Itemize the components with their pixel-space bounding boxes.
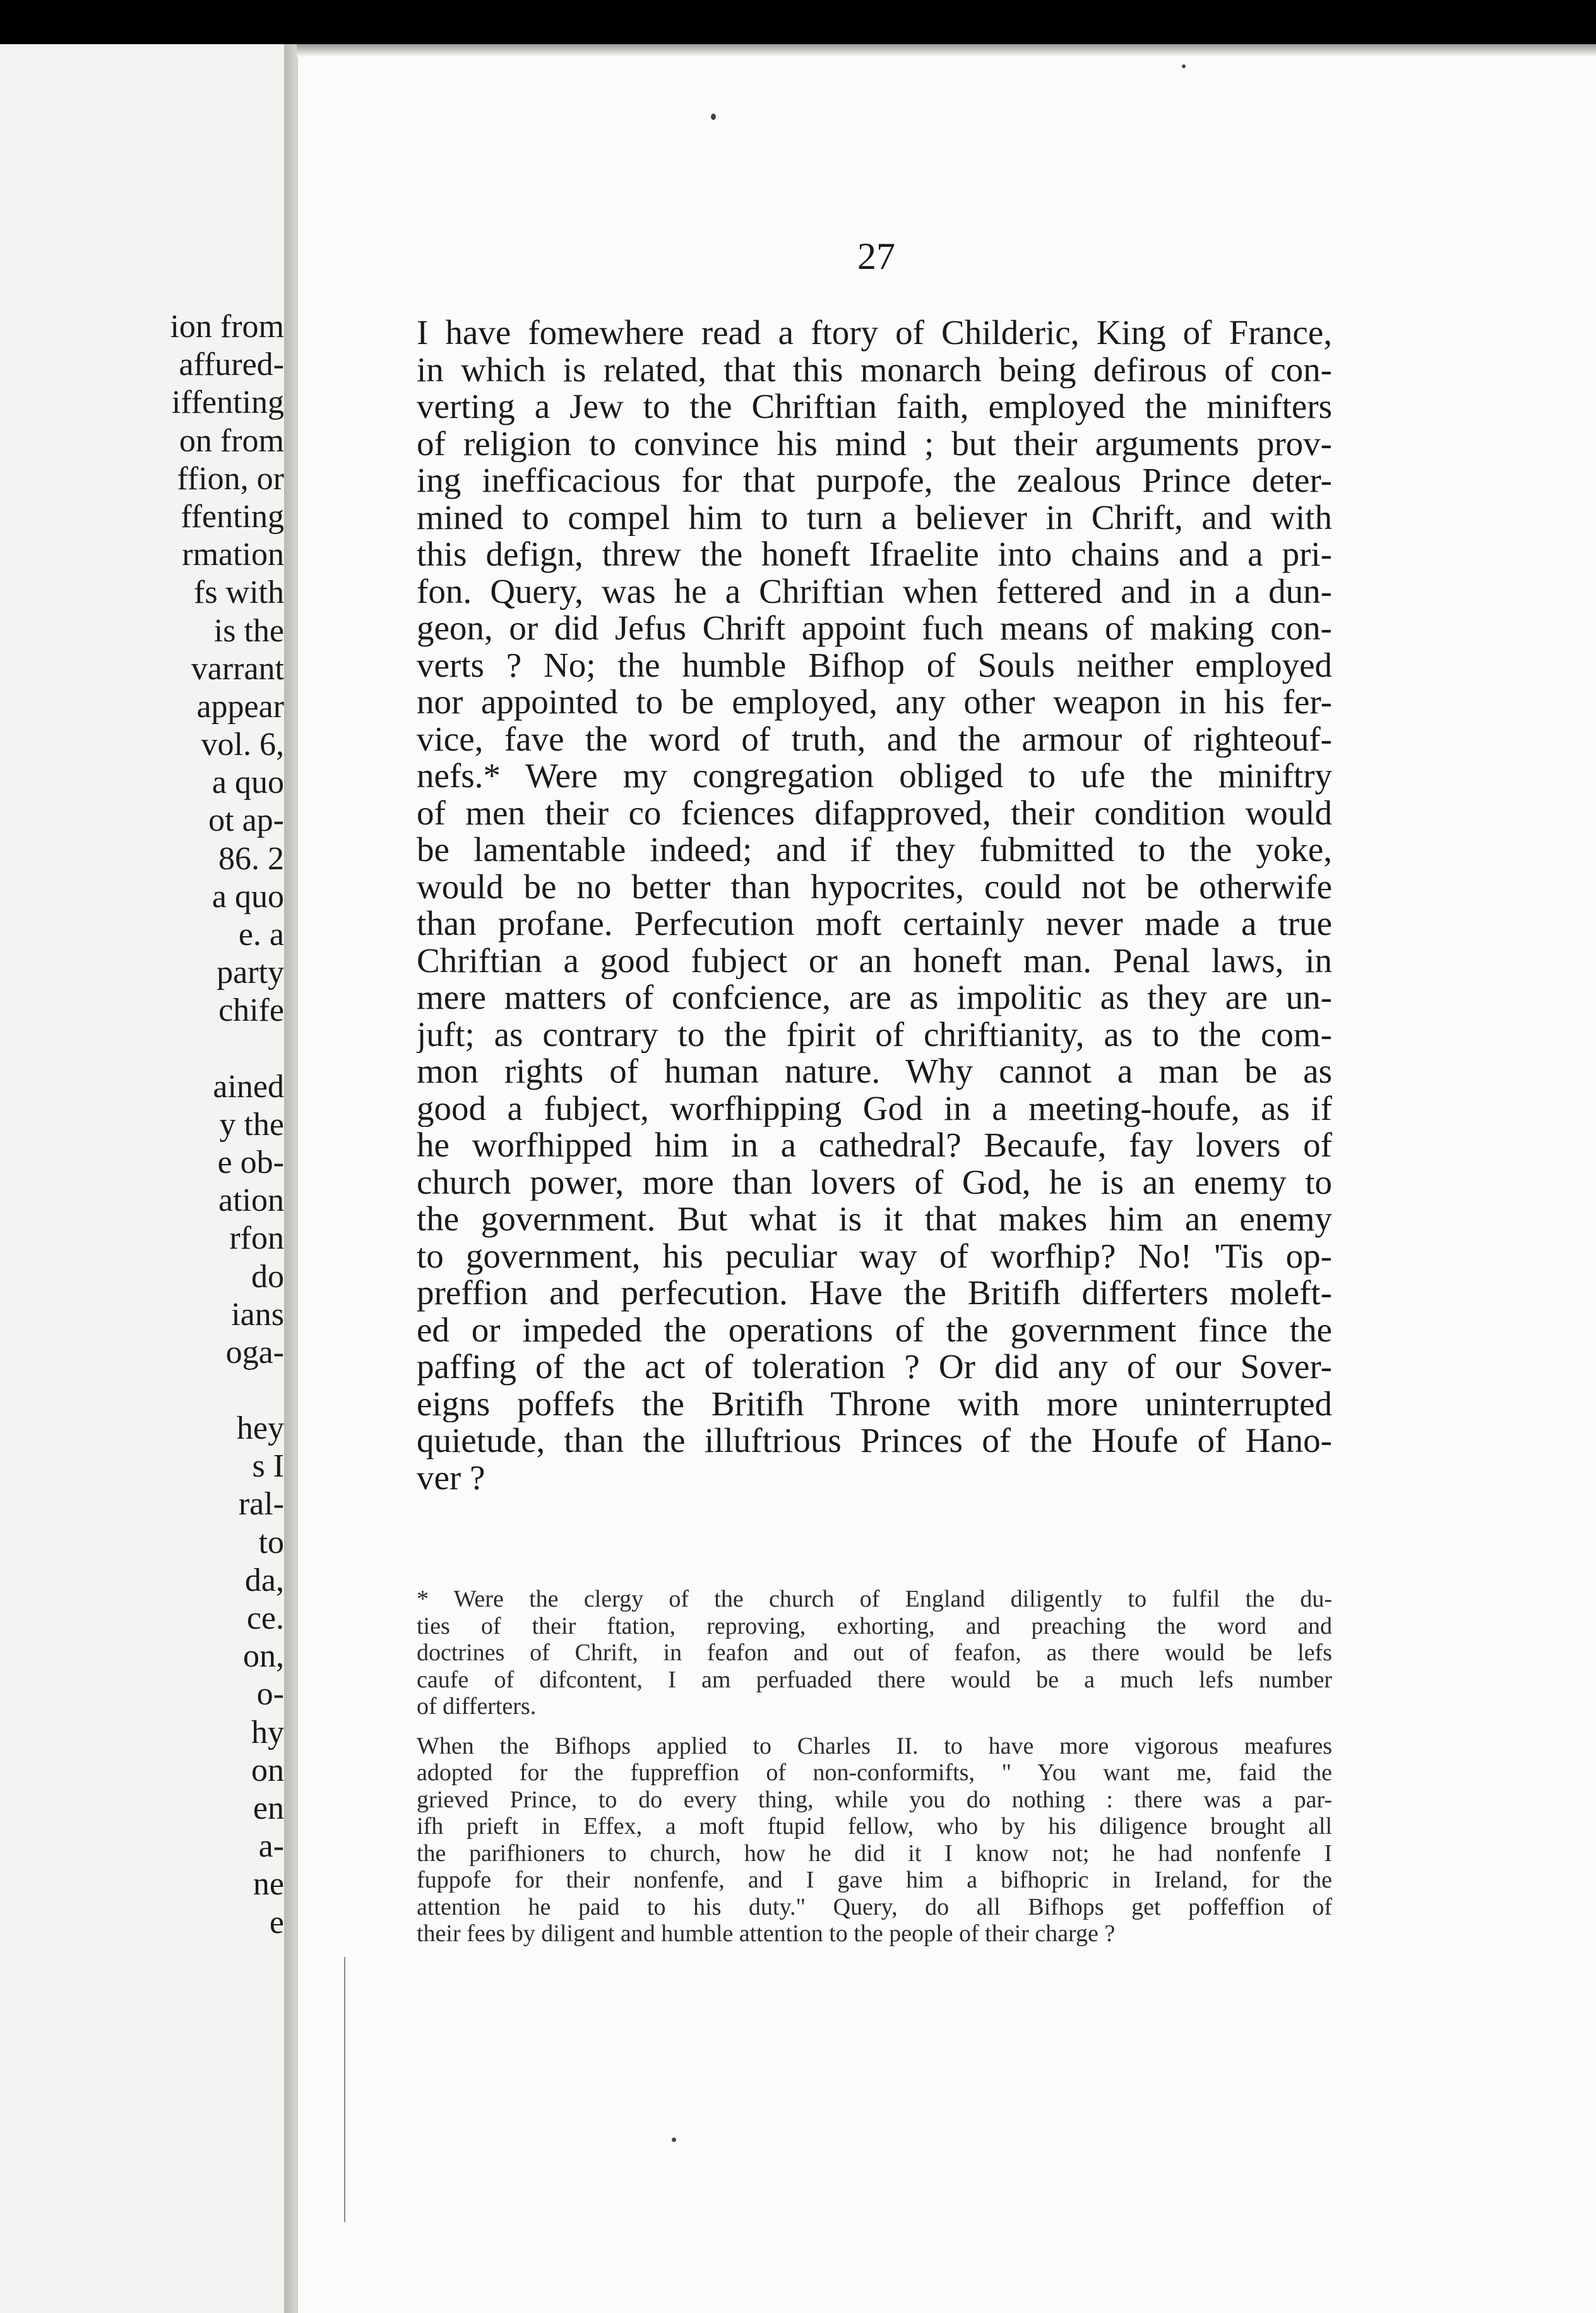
left-page-fragment: do xyxy=(251,1258,284,1295)
left-facing-page xyxy=(0,44,287,2313)
left-page-fragment: ation xyxy=(218,1182,284,1219)
left-page-fragment: party xyxy=(217,954,284,991)
left-page-fragment: rmation xyxy=(182,537,284,573)
left-page-fragment: e ob- xyxy=(217,1144,284,1180)
footnote-line: doctrines of Chrift, in feafon and out of feafon, as there would be lefs xyxy=(417,1639,1332,1666)
page-number: 27 xyxy=(857,235,895,277)
left-page-fragment: ained xyxy=(213,1068,284,1105)
left-page-fragment: on, xyxy=(243,1638,284,1675)
footnote-line: fuppofe for their nonfenfe, and I gave him a bifhopric in Ireland, for the xyxy=(417,1867,1332,1893)
left-page-fragment: e. a xyxy=(238,917,284,953)
footnote-line: grieved Prince, to do every thing, while you do nothing : there was a par- xyxy=(417,1786,1332,1813)
body-text-line: good a fubject, worfhipping God in a meeting-houfe, as if xyxy=(417,1090,1332,1127)
body-text-line: this defign, threw the honeft Ifraelite into chains and a pri- xyxy=(417,536,1332,573)
left-page-fragment: appear xyxy=(196,688,284,725)
left-page-fragment: o- xyxy=(256,1676,284,1713)
left-page-fragment: oga- xyxy=(225,1334,284,1371)
body-text-line: to government, his peculiar way of worfhip? No! 'Tis op- xyxy=(417,1237,1332,1275)
body-text-line: be lamentable indeed; and if they fubmitted to the yoke, xyxy=(417,831,1332,869)
footnotes xyxy=(417,1586,1332,1947)
left-page-fragment: ion from xyxy=(170,309,284,345)
left-page-fragment: ffenting xyxy=(181,498,284,535)
margin-mark xyxy=(344,1957,345,2222)
left-page-fragment: fs with xyxy=(194,574,284,611)
body-text-line: ver ? xyxy=(417,1459,485,1496)
body-text-line: nefs.* Were my congregation obliged to ufe the miniftry xyxy=(417,758,1332,795)
footnote-line: When the Bifhops applied to Charles II. to have more vigorous meafures xyxy=(417,1732,1332,1759)
left-page-fragment: to xyxy=(258,1524,284,1561)
footnote-line: the parifhioners to church, how he did it I know not; he had nonfenfe I xyxy=(417,1840,1332,1867)
left-page-fragment: ot ap- xyxy=(208,802,284,839)
left-page-fragment: iffenting xyxy=(171,384,284,421)
body-text-line: verting a Jew to the Chriftian faith, employed the minifters xyxy=(417,388,1332,425)
body-paragraph xyxy=(417,314,1332,1496)
left-page-fragment: hy xyxy=(251,1714,284,1751)
body-text-line: mon rights of human nature. Why cannot a man be as xyxy=(417,1053,1332,1090)
footnote-line: caufe of difcontent, I am perfuaded there would be a much lefs number xyxy=(417,1666,1332,1693)
footnote-line: their fees by diligent and humble attention to the people of their charge ? xyxy=(417,1920,1116,1947)
body-text-line: paffing of the act of toleration ? Or did any of our Sover- xyxy=(417,1348,1332,1386)
ink-speck xyxy=(672,2138,676,2142)
body-text-line: than profane. Perfecution moft certainly never made a true xyxy=(417,905,1332,942)
body-text-line: Chriftian a good fubject or an honeft man. Penal laws, in xyxy=(417,942,1332,979)
body-text-line: mined to compel him to turn a believer in Chrift, and with xyxy=(417,499,1332,536)
body-text-line: of men their co fciences difapproved, their condition would xyxy=(417,794,1332,831)
left-page-fragment: 86. 2 xyxy=(218,840,284,877)
left-page-fragment: on xyxy=(251,1752,284,1788)
footnote-line: ifh prieft in Effex, a moft ftupid fellow, who by his diligence brought all xyxy=(417,1813,1332,1840)
left-page-fragment: a- xyxy=(258,1828,284,1865)
page-top-edge xyxy=(297,44,1596,57)
body-text-line: in which is related, that this monarch being defirous of con- xyxy=(417,351,1332,388)
left-page-fragment: affured- xyxy=(179,347,284,383)
ink-speck xyxy=(711,114,716,120)
body-text-line: fon. Query, was he a Chriftian when fettered and in a dun- xyxy=(417,573,1332,610)
left-page-fragment: e xyxy=(269,1904,284,1941)
body-text-line: mere matters of confcience, are as impolitic as they are un- xyxy=(417,979,1332,1016)
left-page-fragment: ffion, or xyxy=(177,460,284,497)
left-page-fragment: da, xyxy=(244,1562,284,1598)
footnote-line: attention he paid to his duty." Query, do all Bifhops get poffeffion of xyxy=(417,1893,1332,1920)
body-text-line: quietude, than the illuftrious Princes of the Houfe of Hano- xyxy=(417,1422,1332,1460)
left-page-fragment: s I xyxy=(252,1448,284,1485)
body-text-line: ed or impeded the operations of the government fince the xyxy=(417,1311,1332,1348)
body-text-line: verts ? No; the humble Bifhop of Souls neither employed xyxy=(417,646,1332,684)
body-text-line: would be no better than hypocrites, could not be otherwife xyxy=(417,868,1332,905)
footnote-line: of differters. xyxy=(417,1693,537,1720)
left-page-fragment xyxy=(6,1372,284,1410)
footnote-1 xyxy=(417,1586,1332,1720)
left-page-fragment: vol. 6, xyxy=(201,727,284,763)
left-page-fragment: hey xyxy=(236,1410,284,1447)
left-page-fragment: a quo xyxy=(211,878,284,915)
left-page-fragment: ne xyxy=(253,1866,284,1903)
left-page-fragment: ians xyxy=(231,1296,284,1333)
body-text-line: he worfhipped him in a cathedral? Becaufe, fay lovers of xyxy=(417,1127,1332,1164)
body-text-line: juft; as contrary to the fpirit of chriftianity, as to the com- xyxy=(417,1016,1332,1053)
body-text-line: ing inefficacious for that purpofe, the zealous Prince deter- xyxy=(417,462,1332,499)
left-page-fragment: on from xyxy=(179,422,284,459)
left-page-fragment: a quo xyxy=(211,764,284,801)
body-text-line: eigns poffefs the Britifh Throne with more uninterrupted xyxy=(417,1385,1332,1422)
body-text-line: the government. But what is it that makes him an enemy xyxy=(417,1201,1332,1238)
footnote-2 xyxy=(417,1733,1332,1947)
left-page-text xyxy=(6,308,284,1942)
left-page-fragment: ce. xyxy=(246,1600,284,1636)
left-page-fragment: ral- xyxy=(238,1486,284,1523)
body-text-line: nor appointed to be employed, any other weapon in his fer- xyxy=(417,684,1332,721)
left-page-fragment: y the xyxy=(219,1106,284,1143)
ink-speck xyxy=(1182,64,1186,68)
left-page-fragment: is the xyxy=(213,612,284,649)
footnote-line: * Were the clergy of the church of England diligently to fulfil the du- xyxy=(417,1586,1332,1612)
body-text-line: of religion to convince his mind ; but their arguments prov- xyxy=(417,425,1332,462)
left-page-fragment xyxy=(6,1030,284,1068)
body-text-line: vice, fave the word of truth, and the armour of righteouf- xyxy=(417,720,1332,758)
left-page-fragment: rfon xyxy=(229,1220,284,1257)
body-text-line: geon, or did Jefus Chrift appoint fuch means of making con- xyxy=(417,610,1332,647)
left-page-fragment: chife xyxy=(218,992,284,1029)
body-text-line: preffion and perfecution. Have the Britifh differters moleft- xyxy=(417,1275,1332,1312)
left-page-fragment: en xyxy=(253,1790,284,1826)
footnote-line: ties of their ftation, reproving, exhorting, and preaching the word and xyxy=(417,1612,1332,1639)
body-text-line: I have fomewhere read a ftory of Childeric, King of France, xyxy=(417,314,1332,352)
left-page-fragment: varrant xyxy=(191,650,284,687)
body-text-line: church power, more than lovers of God, he is an enemy to xyxy=(417,1163,1332,1201)
footnote-line: adopted for the fuppreffion of non-conformifts, " You want me, faid the xyxy=(417,1759,1332,1786)
